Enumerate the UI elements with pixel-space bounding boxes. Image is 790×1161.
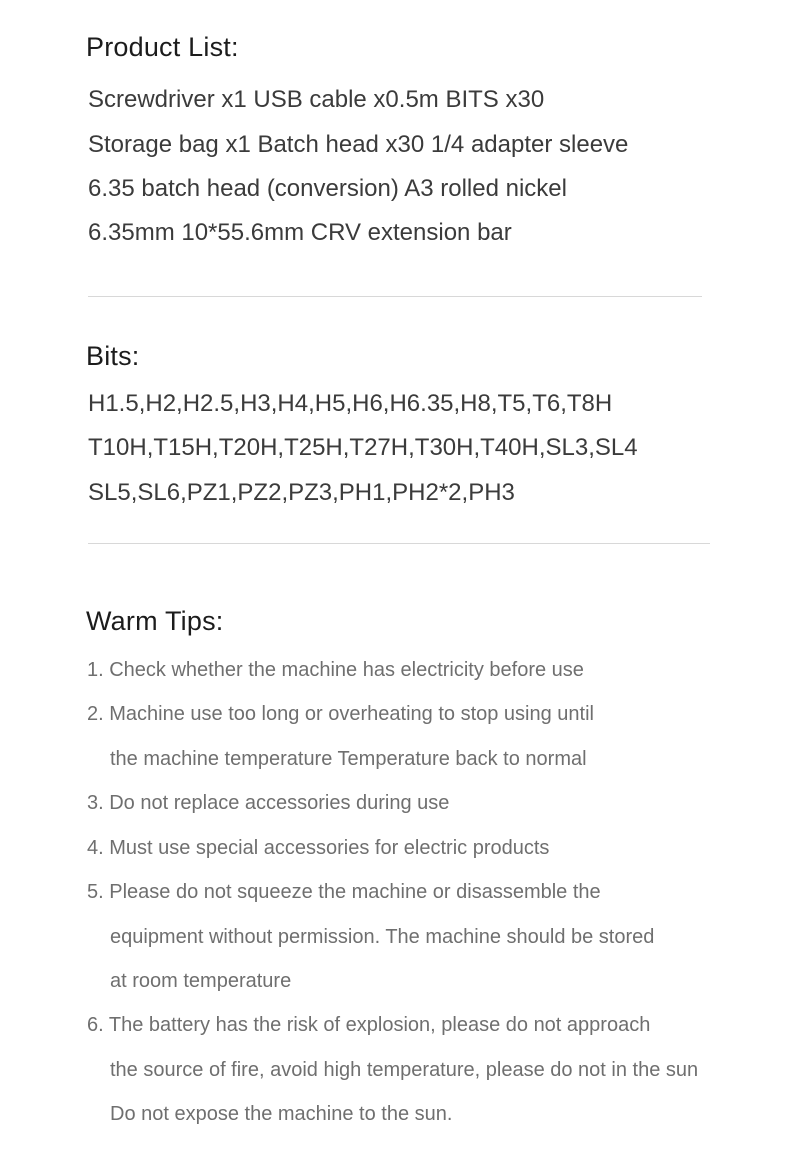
bits-line: H1.5,H2,H2.5,H3,H4,H5,H6,H6.35,H8,T5,T6,T8H [88, 390, 613, 417]
warm-tip-line: 2. Machine use too long or overheating to stop using until [87, 703, 594, 725]
warm-tip-line: the source of fire, avoid high temperature, please do not in the sun [110, 1059, 699, 1081]
warm-tip-line: 4. Must use special accessories for electric products [87, 837, 550, 859]
section-divider [88, 543, 710, 544]
product-list-line: Storage bag x1 Batch head x30 1/4 adapter sleeve [88, 131, 629, 158]
section-divider [88, 296, 702, 297]
product-list-line: 6.35 batch head (conversion) A3 rolled nickel [88, 175, 567, 202]
bits-line: SL5,SL6,PZ1,PZ2,PZ3,PH1,PH2*2,PH3 [88, 479, 515, 506]
warm-tip-line: 6. The battery has the risk of explosion, please do not approach [87, 1014, 651, 1036]
warm-tip-line: 5. Please do not squeeze the machine or disassemble the [87, 881, 601, 903]
bits-line: T10H,T15H,T20H,T25H,T27H,T30H,T40H,SL3,SL4 [88, 434, 638, 461]
warm-tips-title: Warm Tips: [86, 606, 224, 636]
bits-title: Bits: [86, 341, 140, 371]
product-list-line: Screwdriver x1 USB cable x0.5m BITS x30 [88, 86, 545, 113]
warm-tip-line: the machine temperature Temperature back to normal [110, 748, 587, 770]
warm-tip-line: 3. Do not replace accessories during use [87, 792, 450, 814]
product-list-title: Product List: [86, 32, 239, 62]
warm-tip-line: Do not expose the machine to the sun. [110, 1103, 453, 1125]
warm-tip-line: 1. Check whether the machine has electricity before use [87, 659, 584, 681]
product-list-line: 6.35mm 10*55.6mm CRV extension bar [88, 219, 512, 246]
warm-tip-line: equipment without permission. The machine should be stored [110, 926, 655, 948]
warm-tip-line: at room temperature [110, 970, 292, 992]
